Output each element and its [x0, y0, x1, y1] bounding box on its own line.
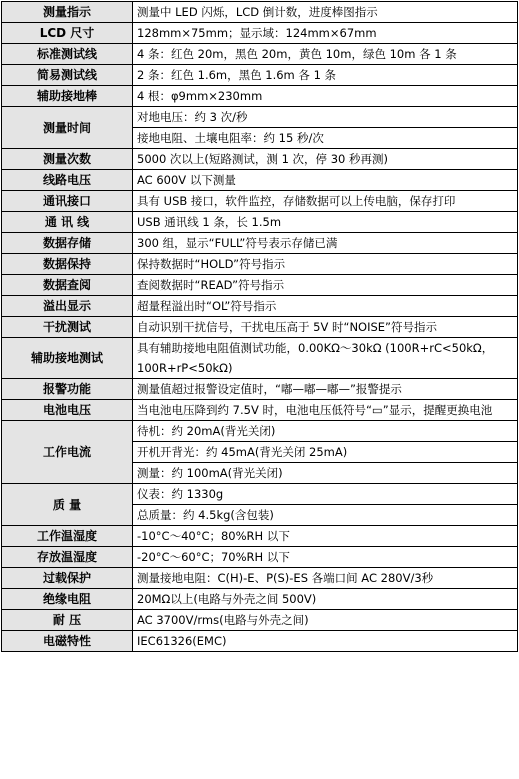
table-row: [2, 338, 518, 379]
table-row: [2, 254, 518, 275]
row-label: 测量次数: [2, 149, 133, 170]
row-value: 300 组，显示“FULL”符号表示存储已满: [133, 233, 518, 254]
row-value: 20MΩ以上(电路与外壳之间 500V): [133, 589, 518, 610]
row-label: 数据查阅: [2, 275, 133, 296]
table-row: [2, 191, 518, 212]
row-value: 总质量：约 4.5kg(含包装): [133, 505, 518, 526]
row-label: 报警功能: [2, 379, 133, 400]
row-value: 测量：约 100mA(背光关闭): [133, 463, 518, 484]
table-row: [2, 65, 518, 86]
row-value: IEC61326(EMC): [133, 631, 518, 652]
row-value: -10°C～40°C；80%RH 以下: [133, 526, 518, 547]
row-label: 数据保持: [2, 254, 133, 275]
row-label: 线路电压: [2, 170, 133, 191]
row-label: 耐 压: [2, 610, 133, 631]
row-label: 辅助接地测试: [2, 338, 133, 379]
row-value: AC 3700V/rms(电路与外壳之间): [133, 610, 518, 631]
row-value: 接地电阻、土壤电阻率：约 15 秒/次: [133, 128, 518, 149]
row-value: USB 通讯线 1 条，长 1.5m: [133, 212, 518, 233]
table-row: [2, 296, 518, 317]
row-value: 2 条：红色 1.6m，黑色 1.6m 各 1 条: [133, 65, 518, 86]
table-row: [2, 631, 518, 652]
table-row: [2, 275, 518, 296]
table-row: [2, 421, 518, 442]
row-label: 绝缘电阻: [2, 589, 133, 610]
table-row: [2, 610, 518, 631]
table-row: [2, 44, 518, 65]
row-value: -20°C～60°C；70%RH 以下: [133, 547, 518, 568]
row-value: 5000 次以上(短路测试，测 1 次，停 30 秒再测): [133, 149, 518, 170]
row-value: 查阅数据时“READ”符号指示: [133, 275, 518, 296]
table-row: [2, 484, 518, 505]
row-label: 溢出显示: [2, 296, 133, 317]
table-row: [2, 23, 518, 44]
row-value: 4 根：φ9mm×230mm: [133, 86, 518, 107]
row-value: 具有辅助接地电阻值测试功能，0.00KΩ～30kΩ (100R+rC<50kΩ，100R+rP<50kΩ): [133, 338, 518, 379]
row-label: 存放温湿度: [2, 547, 133, 568]
table-row: [2, 233, 518, 254]
table-row: [2, 526, 518, 547]
row-value: 开机开背光：约 45mA(背光关闭 25mA): [133, 442, 518, 463]
row-value: 当电池电压降到约 7.5V 时，电池电压低符号“▭”显示，提醒更换电池: [133, 400, 518, 421]
row-value: 超量程溢出时“OL”符号指示: [133, 296, 518, 317]
row-label: 测量时间: [2, 107, 133, 149]
table-row: [2, 2, 518, 23]
row-value: 对地电压：约 3 次/秒: [133, 107, 518, 128]
row-value: 测量中 LED 闪烁，LCD 倒计数，进度棒图指示: [133, 2, 518, 23]
row-label: 过载保护: [2, 568, 133, 589]
table-row: [2, 149, 518, 170]
row-label: 测量指示: [2, 2, 133, 23]
row-value: AC 600V 以下测量: [133, 170, 518, 191]
table-row: [2, 589, 518, 610]
table-row: [2, 86, 518, 107]
row-label: LCD 尺寸: [2, 23, 133, 44]
row-label: 电磁特性: [2, 631, 133, 652]
table-row: [2, 568, 518, 589]
table-row: [2, 212, 518, 233]
row-value: 测量接地电阻：C(H)-E、P(S)-ES 各端口间 AC 280V/3秒: [133, 568, 518, 589]
table-row: [2, 379, 518, 400]
row-value: 保持数据时“HOLD”符号指示: [133, 254, 518, 275]
spec-table: [1, 1, 518, 652]
row-label: 干扰测试: [2, 317, 133, 338]
row-label: 电池电压: [2, 400, 133, 421]
table-row: [2, 317, 518, 338]
row-label: 简易测试线: [2, 65, 133, 86]
row-value: 4 条：红色 20m，黑色 20m，黄色 10m，绿色 10m 各 1 条: [133, 44, 518, 65]
table-row: [2, 107, 518, 128]
row-value: 待机：约 20mA(背光关闭): [133, 421, 518, 442]
row-label: 工作温湿度: [2, 526, 133, 547]
row-label: 工作电流: [2, 421, 133, 484]
table-row: [2, 170, 518, 191]
row-label: 通讯接口: [2, 191, 133, 212]
table-row: [2, 547, 518, 568]
row-value: 仪表：约 1330g: [133, 484, 518, 505]
row-value: 128mm×75mm；显示域：124mm×67mm: [133, 23, 518, 44]
row-label: 质 量: [2, 484, 133, 526]
table-row: [2, 400, 518, 421]
row-label: 标准测试线: [2, 44, 133, 65]
row-value: 具有 USB 接口，软件监控，存储数据可以上传电脑，保存打印: [133, 191, 518, 212]
row-label: 数据存储: [2, 233, 133, 254]
row-label: 通 讯 线: [2, 212, 133, 233]
row-value: 测量值超过报警设定值时，“嘟—嘟—嘟—”报警提示: [133, 379, 518, 400]
row-value: 自动识别干扰信号，干扰电压高于 5V 时“NOISE”符号指示: [133, 317, 518, 338]
row-label: 辅助接地棒: [2, 86, 133, 107]
